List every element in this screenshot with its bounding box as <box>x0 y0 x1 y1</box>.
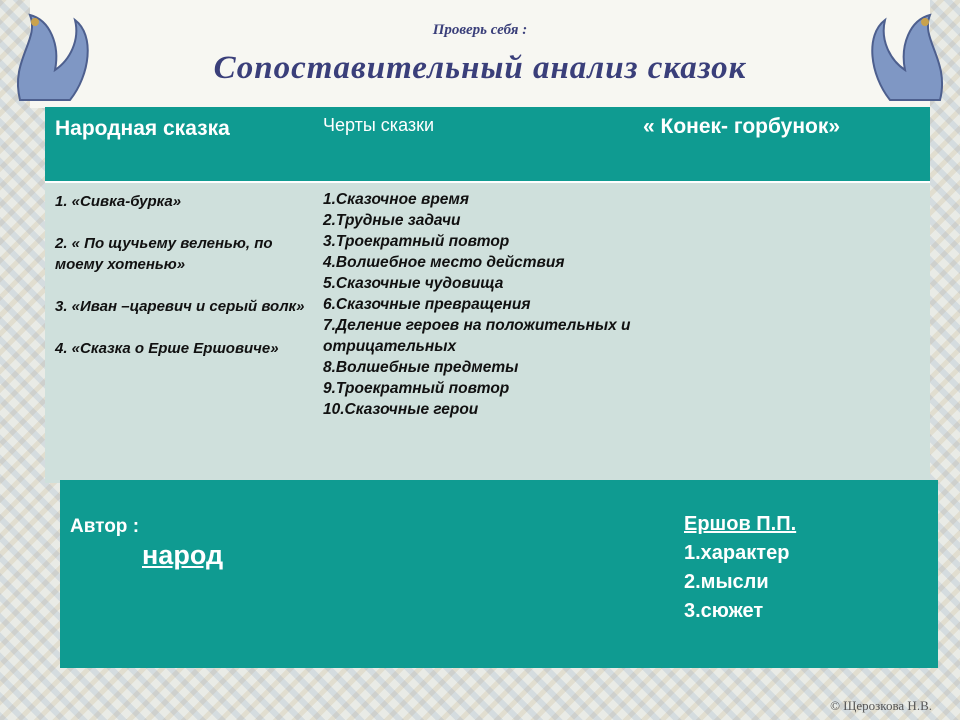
folk-author: народ <box>142 540 224 570</box>
table-body <box>45 181 930 483</box>
book-author-block <box>684 510 796 626</box>
list-item: 3. «Иван –царевич и серый волк» <box>55 298 305 315</box>
book-author: Ершов П.П. <box>684 513 797 535</box>
list-item: 2. « По щучьему веленью, по моему хотенью» <box>55 235 273 273</box>
list-item: 2.мысли <box>684 571 769 593</box>
list-item: 1.характер <box>684 542 790 564</box>
subtitle: Проверь себя : <box>432 22 528 38</box>
copyright-text: © Щерозкова Н.В. <box>830 698 932 713</box>
author-label: Автор : <box>70 516 140 537</box>
comparison-table <box>45 107 930 483</box>
folk-tales-column <box>55 191 305 380</box>
list-item: 8.Волшебные предметы <box>323 359 519 376</box>
list-item: 4. «Сказка о Ерше Ершовиче» <box>55 340 279 357</box>
list-item: 2.Трудные задачи <box>323 212 461 229</box>
list-item: 3.сюжет <box>684 600 764 622</box>
list-item: 1. «Сивка-бурка» <box>55 193 182 210</box>
features-column <box>323 189 633 420</box>
list-item: 9.Троекратный повтор <box>323 380 510 397</box>
table-header <box>45 107 930 181</box>
list-item: 6.Сказочные превращения <box>323 296 531 313</box>
list-item: 1.Сказочное время <box>323 191 470 208</box>
list-item: 3.Троекратный повтор <box>323 233 510 250</box>
header-folk-tale: Народная сказка <box>55 117 230 140</box>
list-item: 10.Сказочные герои <box>323 401 479 418</box>
header-features: Черты сказки <box>323 115 435 135</box>
list-item: 5.Сказочные чудовища <box>323 275 504 292</box>
header-konek: « Конек- горбунок» <box>643 115 841 138</box>
list-item: 4.Волшебное место действия <box>323 254 565 271</box>
list-item: 7.Деление героев на положительных и отрицательных <box>323 317 631 355</box>
page-title: Сопоставительный анализ сказок <box>213 50 747 86</box>
author-section <box>60 480 938 668</box>
